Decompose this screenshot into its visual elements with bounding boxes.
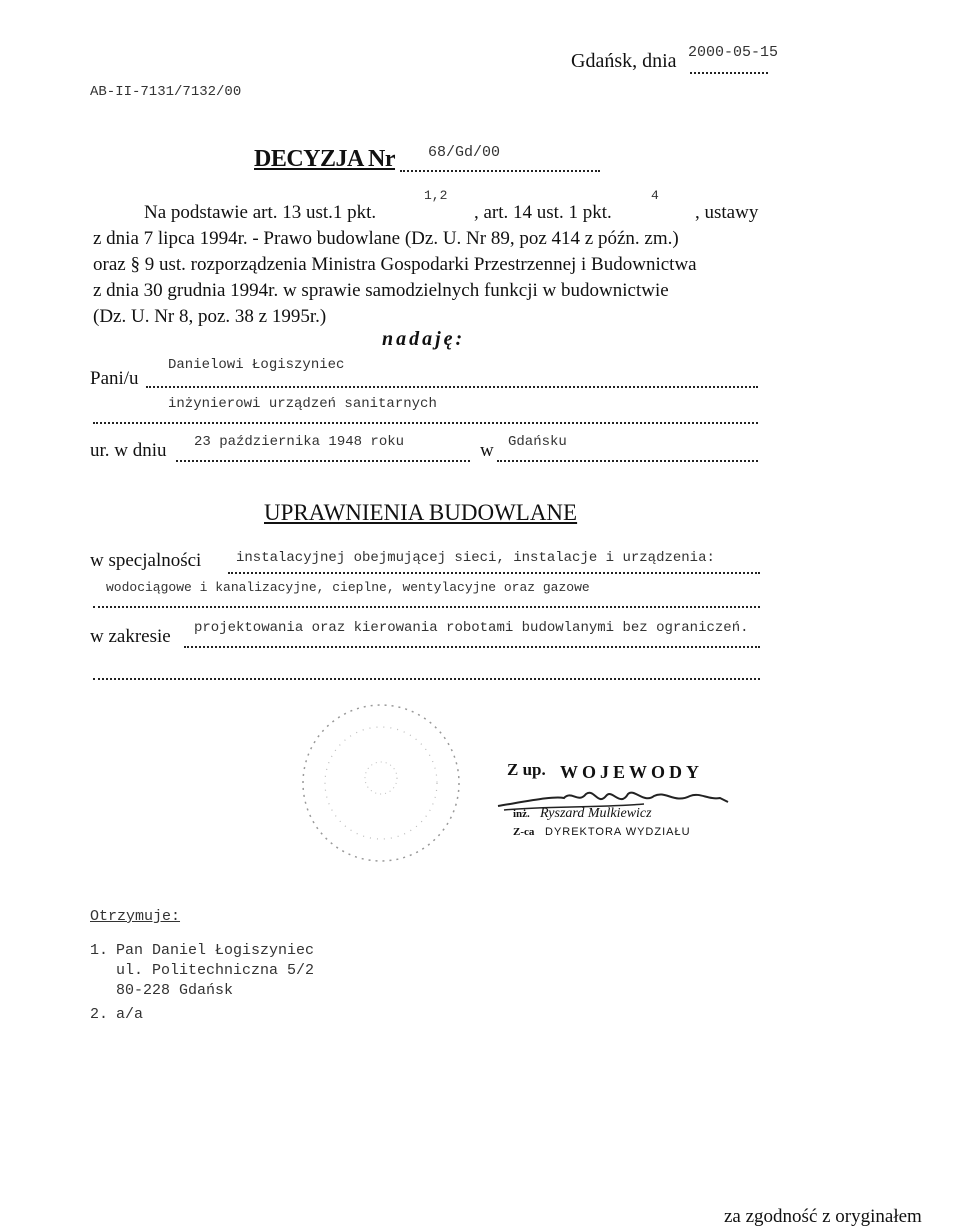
basis-line-1a: Na podstawie art. 13 ust.1 pkt.: [144, 202, 377, 223]
recipient-line-1: [146, 386, 758, 388]
recipient-item-1-line-1: Pan Daniel Łogiszyniec: [116, 942, 315, 959]
signer-position: DYREKTORA WYDZIAŁU: [545, 826, 691, 838]
specialty-label: w specjalności: [90, 550, 202, 571]
basis-line-2: z dnia 7 lipca 1994r. - Prawo budowlane (Dz. U. Nr 89, poz 414 z późn. zm.): [93, 228, 679, 249]
birth-label: ur. w dniu: [90, 440, 167, 461]
scope-label: w zakresie: [90, 626, 171, 647]
birth-in-label: w: [480, 440, 494, 461]
signature-authority: WOJEWODY: [560, 762, 704, 782]
scope-value: projektowania oraz kierowania robotami budowlanymi bez ograniczeń.: [194, 620, 749, 636]
date-dotted-line: [690, 72, 768, 74]
recipient-item-1-line-2: ul. Politechniczna 5/2: [116, 962, 315, 979]
specialty-line-1-text: instalacyjnej obejmującej sieci, instalacje i urządzenia:: [236, 550, 715, 566]
basis-line-1b: , art. 14 ust. 1 pkt.: [474, 202, 612, 223]
permissions-heading: UPRAWNIENIA BUDOWLANE: [264, 500, 578, 525]
scope-line-1: [184, 646, 760, 648]
decision-number: 68/Gd/00: [428, 144, 501, 161]
signature-zup: Z up.: [507, 760, 546, 779]
decision-title-prefix: DECYZJA Nr: [254, 146, 396, 172]
recipient-item-2-number: 2.: [90, 1006, 109, 1023]
recipient-item-1-number: 1.: [90, 942, 109, 959]
recipients-heading: Otrzymuje:: [90, 908, 181, 925]
specialty-line-2-text: wodociągowe i kanalizacyjne, cieplne, wentylacyjne oraz gazowe: [106, 580, 590, 595]
city-date-label: Gdańsk, dnia: [571, 50, 677, 72]
birth-place: Gdańsku: [508, 434, 567, 450]
basis-line-3: oraz § 9 ust. rozporządzenia Ministra Gospodarki Przestrzennej i Budownictwa: [93, 254, 697, 275]
basis-line-1c: , ustawy: [695, 202, 759, 223]
recipient-name: Danielowi Łogiszyniec: [168, 357, 345, 373]
specialty-line-2: [93, 606, 760, 608]
seal-stamp: [296, 698, 466, 868]
recipient-item-2-line-1: a/a: [116, 1006, 144, 1023]
decision-number-line: [400, 170, 600, 172]
recipient-label: Pani/u: [90, 368, 139, 389]
basis-line-5: (Dz. U. Nr 8, poz. 38 z 1995r.): [93, 306, 327, 327]
certification-note: za zgodność z oryginałem: [724, 1206, 922, 1227]
scope-line-2: [93, 678, 760, 680]
birth-date-line: [176, 460, 470, 462]
specialty-line-1: [228, 572, 760, 574]
decision-title: [254, 146, 395, 173]
signer-position-prefix: Z-ca: [513, 826, 535, 838]
basis-line-4: z dnia 30 grudnia 1994r. w sprawie samodzielnych funkcji w budownictwie: [93, 280, 669, 301]
basis-pkt-2: 4: [651, 188, 659, 203]
recipient-item-1-line-3: 80-228 Gdańsk: [116, 982, 234, 999]
document-date: 2000-05-15: [688, 44, 779, 61]
signer-name: Ryszard Mulkiewicz: [540, 806, 652, 821]
reference-number: AB-II-7131/7132/00: [90, 84, 242, 100]
signer-name-prefix: inż.: [513, 808, 530, 820]
recipient-title: inżynierowi urządzeń sanitarnych: [168, 396, 437, 412]
birth-date: 23 października 1948 roku: [194, 434, 405, 450]
grant-word: nadaję:: [382, 328, 466, 350]
birth-place-line: [497, 460, 758, 462]
recipient-line-2: [93, 422, 758, 424]
basis-pkt-1: 1,2: [424, 188, 448, 203]
